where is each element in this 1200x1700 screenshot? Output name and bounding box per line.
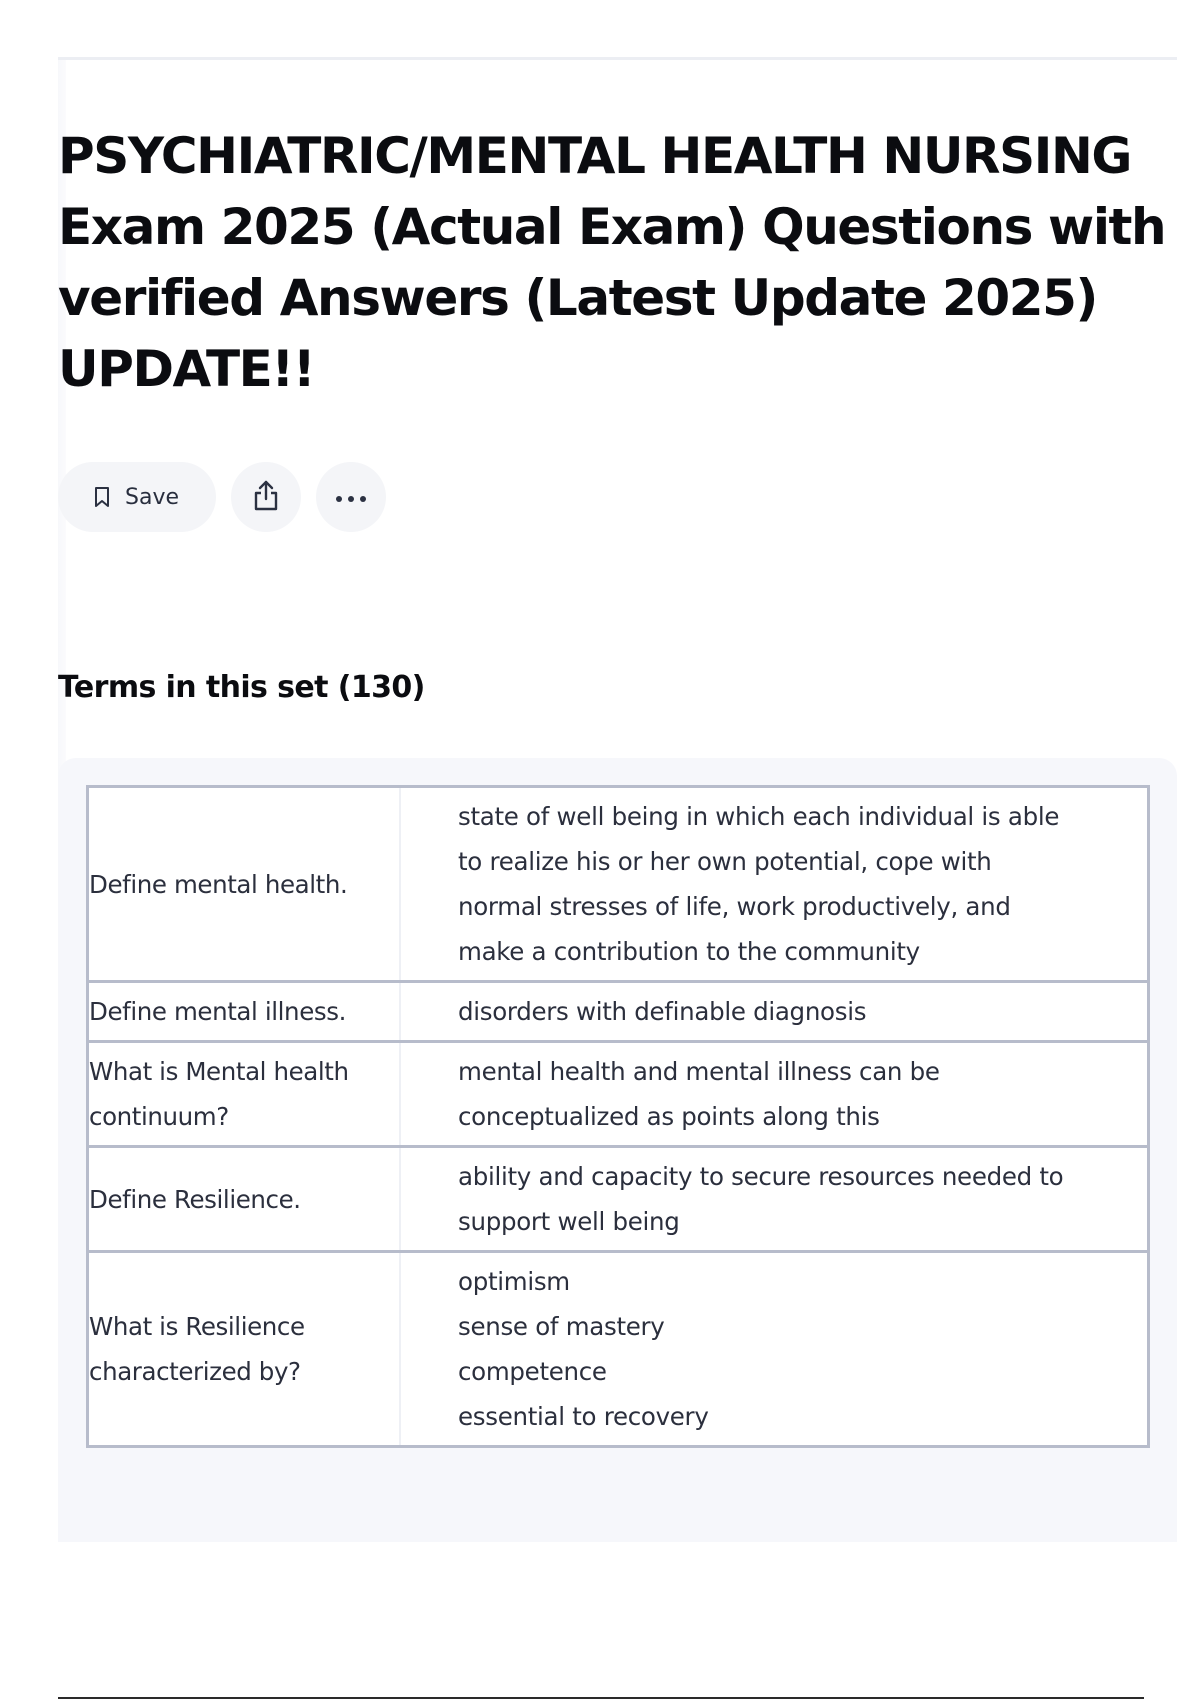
terms-table — [86, 785, 1150, 1448]
definition-cell: ability and capacity to secure resources needed to support well being — [400, 1147, 1149, 1252]
terms-heading: Terms in this set (130) — [58, 670, 425, 705]
definition-cell: disorders with definable diagnosis — [400, 982, 1149, 1042]
table-row — [88, 1147, 1149, 1252]
top-divider — [58, 57, 1177, 60]
term-cell: Define Resilience. — [88, 1147, 401, 1252]
bottom-divider — [58, 1697, 1144, 1699]
term-cell: Define mental illness. — [88, 982, 401, 1042]
action-bar — [58, 462, 386, 532]
term-cell: What is Resilience characterized by? — [88, 1252, 401, 1447]
more-options-icon — [334, 488, 368, 507]
table-row — [88, 787, 1149, 982]
definition-cell: state of well being in which each individual is able to realize his or her own potential, cope with normal stresses of life, work productively, and make a contribution to the community — [400, 787, 1149, 982]
table-row — [88, 1252, 1149, 1447]
table-row — [88, 1042, 1149, 1147]
save-button[interactable] — [58, 462, 216, 532]
share-button[interactable] — [231, 462, 301, 532]
share-icon — [251, 478, 281, 516]
term-cell: What is Mental health continuum? — [88, 1042, 401, 1147]
term-cell: Define mental health. — [88, 787, 401, 982]
page-title: PSYCHIATRIC/MENTAL HEALTH NURSING Exam 2025 (Actual Exam) Questions with verified Answers (Latest Update 2025) UPDATE!! — [58, 127, 1166, 398]
table-row — [88, 982, 1149, 1042]
definition-cell: optimism sense of mastery competence essential to recovery — [400, 1252, 1149, 1447]
save-button-label: Save — [125, 484, 180, 510]
definition-cell: mental health and mental illness can be conceptualized as points along this — [400, 1042, 1149, 1147]
bookmark-icon — [93, 486, 111, 508]
more-options-button[interactable] — [316, 462, 386, 532]
